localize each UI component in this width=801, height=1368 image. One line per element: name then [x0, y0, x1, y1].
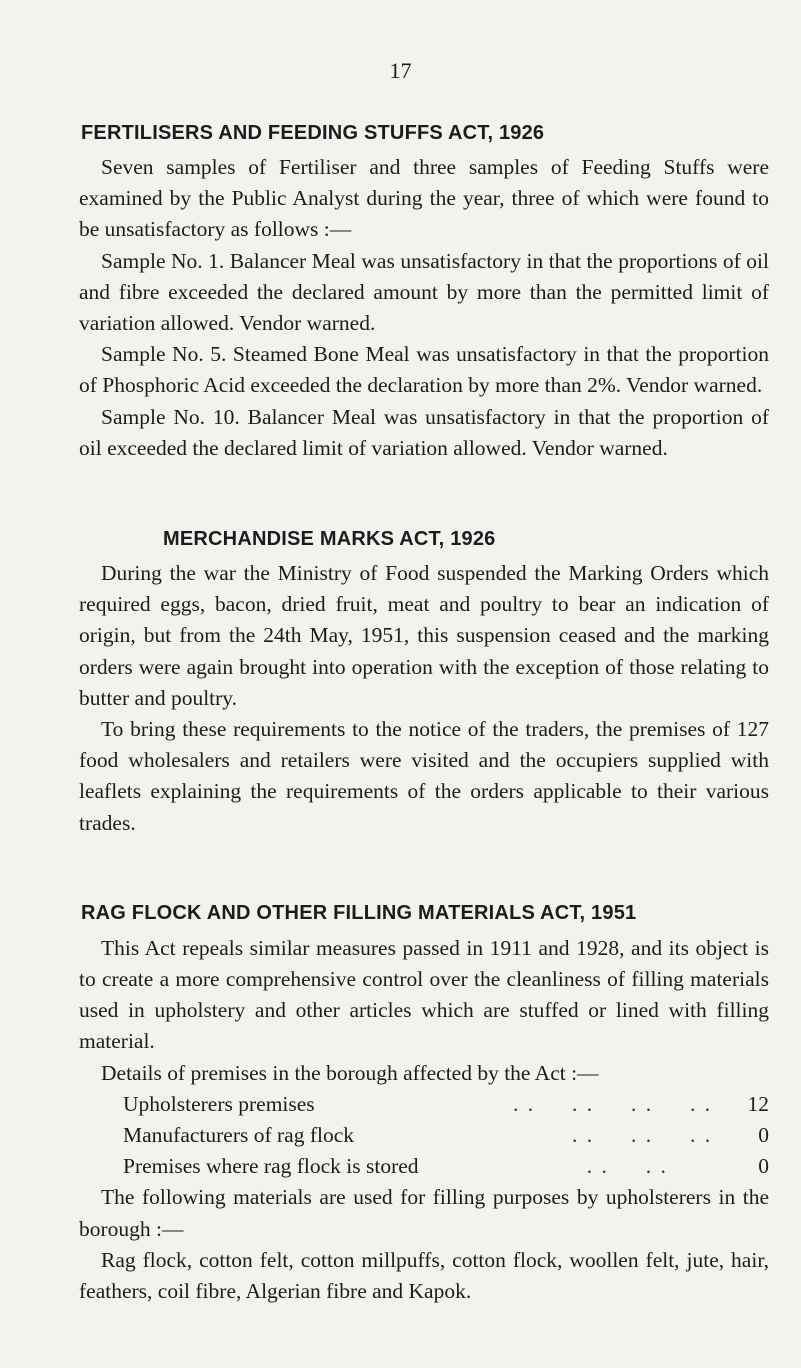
list-item [79, 1151, 769, 1182]
premises-label: Premises where rag flock is stored [123, 1154, 419, 1179]
paragraph: During the war the Ministry of Food suspended the Marking Orders which required eggs, bacon, dried fruit, meat and poultry to bear an indication of origin, but from the 24th May, 1951, this suspension ceased and the marking orders were again brought into operation with the exception of those relating to butter and poultry. [79, 561, 769, 710]
list-item [79, 1089, 769, 1120]
premises-label: Manufacturers of rag flock [123, 1123, 355, 1148]
paragraph: This Act repeals similar measures passed in 1911 and 1928, and its object is to create a more comprehensive control over the cleanliness of filling materials used in upholstery and other articles which are stuffed or lined with filling material. [79, 935, 769, 1054]
leader-dots: . . . . . . [513, 1123, 713, 1148]
paragraph: Sample No. 5. Steamed Bone Meal was unsatisfactory in that the proportion of Phosphoric Acid exceeded the declaration by more than 2%. Vendor warned. [79, 342, 769, 398]
paragraph: To bring these requirements to the notice of the traders, the premises of 127 food wholesalers and retailers were visited and the occupiers supplied with leaflets explaining the requirements of the orders applicable to their various trades. [79, 717, 769, 835]
premises-label: Upholsterers premises [123, 1091, 315, 1116]
page-content [79, 118, 769, 1307]
section-title-merchandise-marks: MERCHANDISE MARKS ACT, 1926 [163, 528, 496, 551]
paragraph: Sample No. 1. Balancer Meal was unsatisfactory in that the proportions of oil and fibre exceeded the declared amount by more than the permitted limit of variation allowed. Vendor warned. [79, 248, 769, 336]
paragraph: Sample No. 10. Balancer Meal was unsatisfactory in that the proportion of oil exceeded the declared limit of variation allowed. Vendor warned. [79, 404, 769, 460]
paragraph: Rag flock, cotton felt, cotton millpuffs, cotton flock, woollen felt, jute, hair, feathers, coil fibre, Algerian fibre and Kapok. [79, 1247, 769, 1304]
leader-dots: . . . . . . . . [513, 1091, 713, 1116]
page-number: 17 [389, 58, 412, 83]
paragraph: The following materials are used for filling purposes by upholsterers in the borough :— [79, 1185, 769, 1241]
premises-count: 0 [758, 1123, 769, 1148]
section-title-rag-flock: RAG FLOCK AND OTHER FILLING MATERIALS ACT, 1951 [81, 901, 637, 924]
premises-count: 0 [758, 1154, 769, 1179]
leader-dots: . . . . [513, 1154, 668, 1179]
section-title-fertilisers: FERTILISERS AND FEEDING STUFFS ACT, 1926 [81, 122, 545, 144]
paragraph: Details of premises in the borough affected by the Act :— [101, 1060, 599, 1085]
premises-list [79, 1089, 769, 1183]
premises-count: 12 [747, 1091, 769, 1116]
list-item [79, 1120, 769, 1151]
paragraph: Seven samples of Fertiliser and three samples of Feeding Stuffs were examined by the Public Analyst during the year, three of which were found to be unsatisfactory as follows :— [79, 155, 769, 242]
